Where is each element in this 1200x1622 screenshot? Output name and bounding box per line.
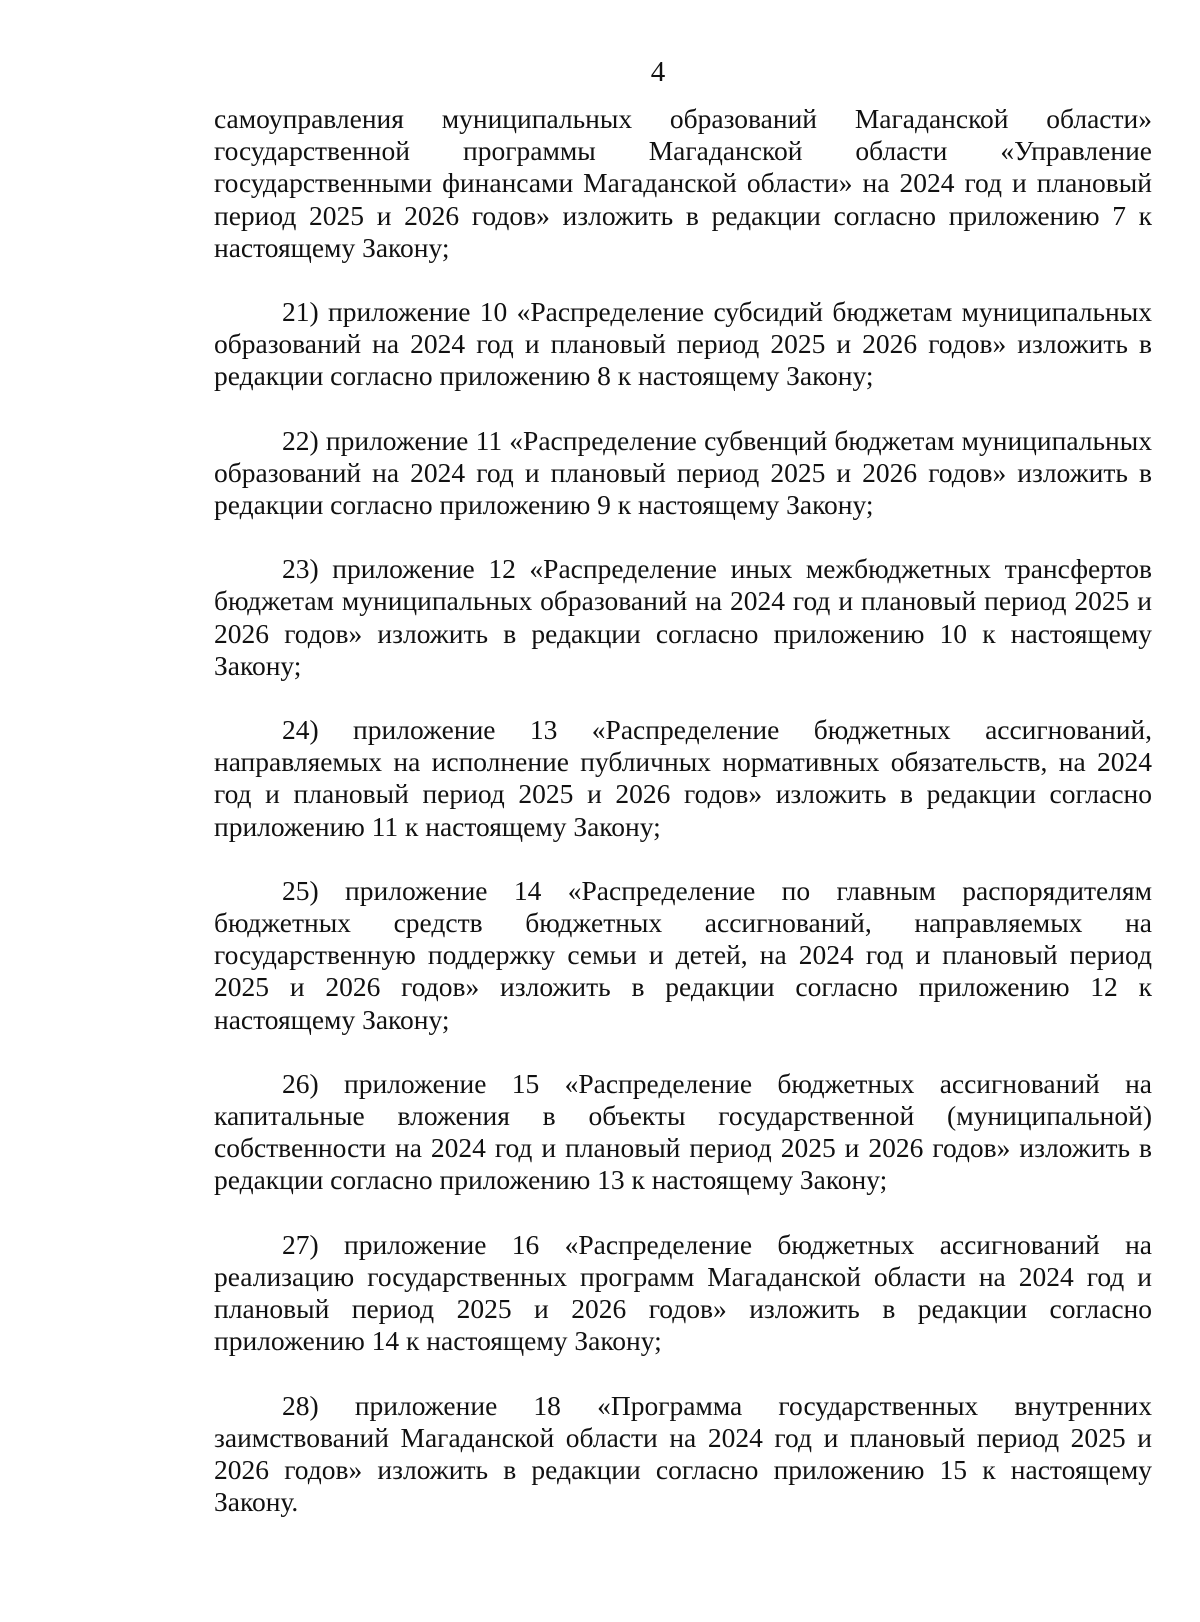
page-number: 4 — [650, 56, 666, 88]
document-body — [214, 103, 1152, 1518]
paragraph-20-continued: самоуправления муниципальных образований Магаданской области» государственной программы Магаданской области «Управление государственными финансами Магаданской области» на 2024 год и плановый период 2025 и 2026 годов» изложить в редакции согласно приложению 7 к настоящему Закону; — [214, 103, 1152, 263]
paragraph-28: 28) приложение 18 «Программа государственных внутренних заимствований Магаданской области на 2024 год и плановый период 2025 и 2026 годов» изложить в редакции согласно приложению 15 к настоящему Закону. — [214, 1389, 1152, 1518]
paragraph-23: 23) приложение 12 «Распределение иных межбюджетных трансфертов бюджетам муниципальных образований на 2024 год и плановый период 2025 и 2026 годов» изложить в редакции согласно приложению 10 к настоящему Закону; — [214, 553, 1152, 681]
paragraph-24: 24) приложение 13 «Распределение бюджетных ассигнований, направляемых на исполнение публичных нормативных обязательств, на 2024 год и плановый период 2025 и 2026 годов» изложить в редакции согласно приложению 11 к настоящему Закону; — [214, 714, 1152, 842]
paragraph-21: 21) приложение 10 «Распределение субсидий бюджетам муниципальных образований на 2024 год и плановый период 2025 и 2026 годов» изложить в редакции согласно приложению 8 к настоящему Закону; — [214, 296, 1152, 392]
paragraph-25: 25) приложение 14 «Распределение по главным распорядителям бюджетных средств бюджетных ассигнований, направляемых на государственную поддержку семьи и детей, на 2024 год и плановый период 2025 и 2026 годов» изложить в редакции согласно приложению 12 к настоящему Закону; — [214, 874, 1152, 1035]
paragraph-22: 22) приложение 11 «Распределение субвенций бюджетам муниципальных образований на 2024 год и плановый период 2025 и 2026 годов» изложить в редакции согласно приложению 9 к настоящему Закону; — [214, 424, 1152, 521]
paragraph-27: 27) приложение 16 «Распределение бюджетных ассигнований на реализацию государственных программ Магаданской области на 2024 год и плановый период 2025 и 2026 годов» изложить в редакции согласно приложению 14 к настоящему Закону; — [214, 1228, 1152, 1357]
paragraph-26: 26) приложение 15 «Распределение бюджетных ассигнований на капитальные вложения в объекты государственной (муниципальной) собственности на 2024 год и плановый период 2025 и 2026 годов» изложить в редакции согласно приложению 13 к настоящему Закону; — [214, 1067, 1152, 1196]
